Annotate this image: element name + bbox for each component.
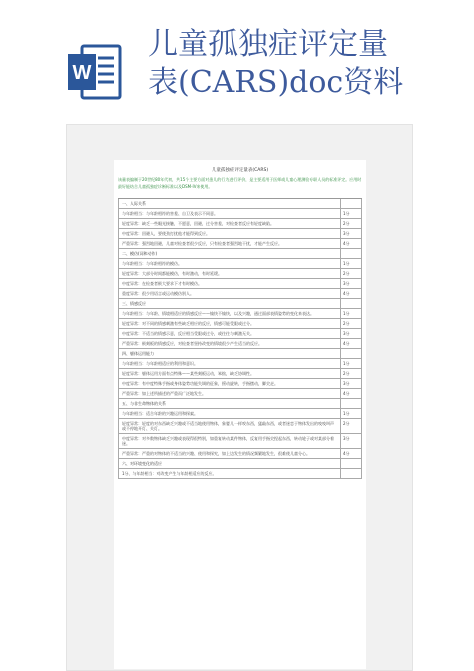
- row-score: [341, 459, 361, 468]
- table-row: [118, 434, 362, 449]
- table-row: [118, 359, 362, 369]
- row-description: 中度异常：不适当的情感示意，反应相当受限或过分，或往往与刺激无关。: [119, 329, 341, 338]
- table-section-row: [118, 199, 362, 209]
- table-row: [118, 209, 362, 219]
- table-section-row: [118, 299, 362, 309]
- row-description: 中度异常：有中度特殊手指或身体姿势功能失调的征象，摇动旋转，手指摆动，脚尖走。: [119, 379, 341, 388]
- row-score: [341, 249, 361, 258]
- row-score: 2分: [343, 271, 350, 276]
- row-score: [341, 199, 361, 208]
- row-score: 3分: [343, 381, 350, 386]
- row-score: 1分: [343, 211, 350, 216]
- row-description: 与年龄相当：与年龄、情境相适应的情感反应——愉快不愉快，以及兴趣，通过面部表情姿势的变化来表达。: [119, 309, 341, 318]
- row-score: 1分: [343, 261, 350, 266]
- table-row: [118, 269, 362, 279]
- assessment-table: [118, 198, 362, 479]
- title-line-1: 儿童孤独症评定量: [148, 27, 388, 62]
- row-score: [341, 349, 361, 358]
- row-description: 一、人际关系: [119, 199, 341, 208]
- row-description: 轻度异常：轻度的对东西缺乏兴趣或不适当地使用物体，象婴儿一样咬东西，猛敲东西，或者迷恋于物体发出的吱吱叫声或不停地开灯、关灯。: [119, 419, 341, 433]
- row-description: 三、情感反应: [119, 299, 341, 308]
- row-description: 严重异常：严重的对物体的不适当的兴趣、使用和探究，如上边发生的情况频繁地发生，很难使儿童分心。: [119, 449, 341, 458]
- row-score: 3分: [343, 231, 350, 236]
- row-description: 与年龄相当：适合年龄的兴趣运用和探索。: [119, 409, 341, 418]
- row-description: 严重异常：极刻板的情感反应，对检查者坚持改变的情境很少产生适当的反应。: [119, 339, 341, 348]
- table-section-row: [118, 399, 362, 409]
- row-score: 3分: [343, 281, 350, 286]
- row-score: [341, 469, 361, 478]
- table-row: [118, 379, 362, 389]
- row-description: 中度异常：对多数物体缺乏兴趣或表现得很特别，如重复转动某件物体，反复用手指尖捏起东西，转动轮子或对某部分着迷。: [119, 434, 341, 448]
- table-row: [118, 289, 362, 299]
- row-score: [341, 399, 361, 408]
- table-row: [118, 309, 362, 319]
- table-row: [118, 409, 362, 419]
- row-description: 严重异常：如上述所描述的严重而广泛地发生。: [119, 389, 341, 398]
- document-intro: 该量表编制于20世纪80年代初，共15个主要方面对患儿的行为进行评价，是主要适用于医师或儿童心理测验专职人员的标准评定。应用时最好能结合儿童孤独症诊断标准以及DSM-IV来使用。: [118, 177, 362, 189]
- row-description: 中度异常：在检查者极大要求下才有时模仿。: [119, 279, 341, 288]
- row-score: 2分: [343, 221, 350, 226]
- row-score: 1分: [343, 411, 350, 416]
- document-page: [114, 160, 366, 669]
- row-description: 四、躯体运用能力: [119, 349, 341, 358]
- row-score: 4分: [343, 241, 350, 246]
- row-score: 1分: [343, 361, 350, 366]
- word-document-icon: [68, 44, 122, 100]
- row-score: 4分: [343, 391, 350, 396]
- row-score: 4分: [343, 451, 350, 456]
- table-row: [118, 419, 362, 434]
- row-score: 4分: [343, 341, 350, 346]
- table-row: [118, 319, 362, 329]
- row-description: 与年龄相当：与年龄相符的害羞、自卫及表示不同意。: [119, 209, 341, 218]
- table-row: [118, 219, 362, 229]
- row-score: 2分: [343, 321, 350, 326]
- word-icon-letter: W: [72, 62, 92, 84]
- table-row: [118, 329, 362, 339]
- document-title: 儿童孤独症评定量表(CARS): [211, 168, 269, 173]
- table-row: [118, 389, 362, 399]
- row-description: 1分、与年龄相当：对改变产生与年龄相适应的反应。: [119, 469, 341, 478]
- table-row: [118, 279, 362, 289]
- header: [0, 0, 474, 118]
- row-description: 重度异常：很少用语言或运动模仿别人。: [119, 289, 341, 298]
- table-row: [118, 469, 362, 479]
- row-description: 与年龄相当：与年龄相适应的利用和意识。: [119, 359, 341, 368]
- table-row: [118, 239, 362, 249]
- table-section-row: [118, 349, 362, 359]
- row-description: 严重异常：强烈地回避，儿童对检查者很少反应，只有检查者强烈地干扰，才能产生反应。: [119, 239, 341, 248]
- row-score: 3分: [343, 331, 350, 336]
- row-score: 2分: [343, 421, 350, 426]
- row-score: 1分: [343, 311, 350, 316]
- table-row: [118, 259, 362, 269]
- table-row: [118, 369, 362, 379]
- row-description: 轻度异常：大部分时间都能模仿，有时激动，有时延缓。: [119, 269, 341, 278]
- row-description: 轻度异常：躯体运用方面有点特殊——某些刻板运动，笨拙，缺乏协调性。: [119, 369, 341, 378]
- table-row: [118, 449, 362, 459]
- row-score: [341, 299, 361, 308]
- table-row: [118, 229, 362, 239]
- row-score: 4分: [343, 291, 350, 296]
- page-title: [148, 26, 468, 102]
- row-score: 3分: [343, 436, 350, 441]
- table-section-row: [118, 459, 362, 469]
- row-description: 六、对环境变化的适应: [119, 459, 341, 468]
- row-description: 轻度异常：对不同的情感刺激有些缺乏相应的反应，情感可能受限或过分。: [119, 319, 341, 328]
- table-row: [118, 339, 362, 349]
- row-description: 二、模仿(词和动作): [119, 249, 341, 258]
- table-section-row: [118, 249, 362, 259]
- row-description: 轻度异常：缺乏一些眼光接触，不愿意，回避，过分害羞，对检查者反应有轻度缺陷。: [119, 219, 341, 228]
- row-description: 与年龄相当：与年龄相符的模仿。: [119, 259, 341, 268]
- row-description: 五、与非生命物体的关系: [119, 399, 341, 408]
- row-score: 2分: [343, 371, 350, 376]
- row-description: 中度异常：回避人，要使劲打扰他才能得到反应。: [119, 229, 341, 238]
- title-line-2: 表(CARS)doc资料: [148, 65, 404, 100]
